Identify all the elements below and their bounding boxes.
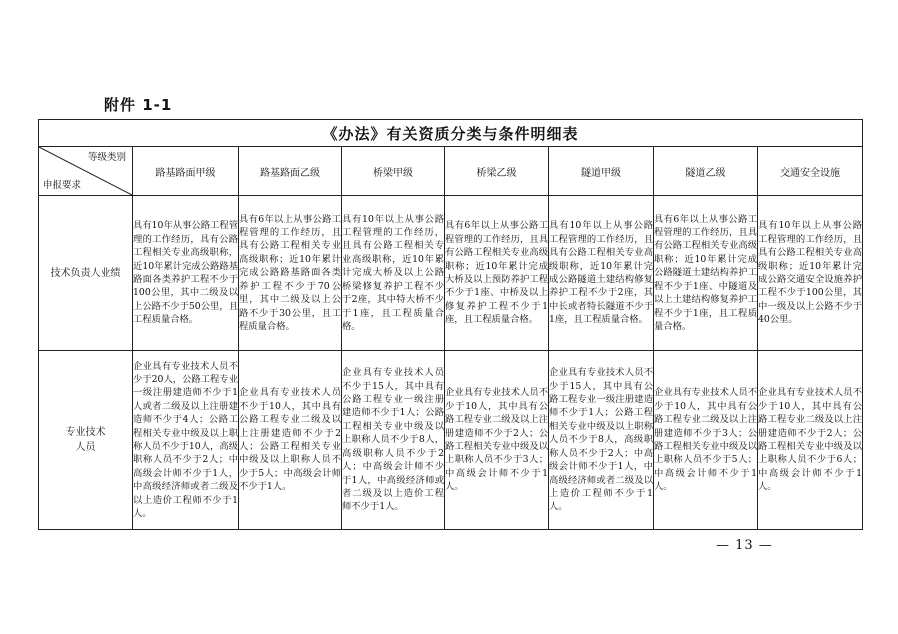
column-header: 路基路面乙级 [239, 147, 342, 196]
table-cell: 具有6年以上从事公路工程管理的工作经历，且具有公路工程相关专业高级职称；近10年累计完成公路隧道土建结构养护工程不少于1座、中隧道及以上土建结构修复养护工程不少于1座，且工程质量合格。 [654, 196, 758, 351]
corner-bottom-left: 申报要求 [43, 180, 82, 191]
attachment-label: 附件 1-1 [104, 96, 173, 114]
table-row [39, 196, 863, 351]
row-header: 专业技术人员 [39, 351, 133, 530]
qualification-table [38, 119, 863, 530]
column-header: 路基路面甲级 [133, 147, 239, 196]
table-cell: 具有10年以上从事公路工程管理的工作经历，且具有公路工程相关专业高级职称，近10年累计完成大桥及以上公路桥梁修复养护工程不少于2座，其中特大桥不少于1座，且工程质量合格。 [342, 196, 445, 351]
page-number: — 13 — [716, 538, 773, 553]
table-cell: 企业具有专业技术人员不少于10人，其中具有公路工程专业二级及以上注册建造师不少于2人；公路工程相关专业中级及以上职称人员不少于6人；中高级会计师不少于1人。 [758, 351, 863, 530]
column-header: 桥梁甲级 [342, 147, 445, 196]
table-cell: 具有6年以上从事公路工程管理的工作经历，且具有公路工程相关专业高级职称；近10年累计完成公路路基路面各类养护工程不少于70公里，其中二级及以上公路不少于30公里，且工程质量合格。 [239, 196, 342, 351]
table-cell: 企业具有专业技术人员不少于10人，其中具有公路工程专业二级及以上注册建造师不少于3人；公路工程相关专业中级及以上职称人员不少于5人；中高级会计师不少于1人。 [654, 351, 758, 530]
table-cell: 企业具有专业技术人员不少于15人，其中具有公路工程专业一级注册建造师不少于1人；公路工程相关专业中级及以上职称人员不少于8人，高级职称人员不少于2人；中高级会计师不少于1人，中高级经济师或者二级及以上造价工程师不少于1人。 [549, 351, 654, 530]
table-row [39, 351, 863, 530]
table-cell: 企业具有专业技术人员不少于10人，其中具有公路工程专业二级及以上注册建造师不少于2人；公路工程相关专业中级及以上职称人员不少于3人；中高级会计师不少于1人。 [445, 351, 549, 530]
table-cell: 企业具有专业技术人员不少于20人，公路工程专业一级注册建造师不少于1人或者二级及以上注册建造师不少于4人；公路工程相关专业中级及以上职称人员不少于10人，高级职称人员不少于2人；中高级会计师不少于1人，中高级经济师或者二级及以上造价工程师不少于1人。 [133, 351, 239, 530]
table-cell: 具有10年以上从事公路工程管理的工作经历，且具有公路工程相关专业高级职称，近10年累计完成公路隧道土建结构修复养护工程不少于2座，其中长或者特长隧道不少于1座，且工程质量合格。 [549, 196, 654, 351]
column-header: 交通安全设施 [758, 147, 863, 196]
column-header-row [39, 147, 863, 196]
row-header: 技术负责人业绩 [39, 196, 133, 351]
table-title: 《办法》有关资质分类与条件明细表 [39, 120, 863, 147]
table-title-row [39, 120, 863, 147]
table-cell: 企业具有专业技术人员不少于10人，其中具有公路工程专业二级及以上注册建造师不少于2人；公路工程相关专业中级及以上职称人员不少于5人；中高级会计师不少于1人。 [239, 351, 342, 530]
corner-cell [39, 147, 133, 196]
table-cell: 企业具有专业技术人员不少于15人，其中具有公路工程专业一级注册建造师不少于1人；公路工程相关专业中级及以上职称人员不少于8人，高级职称人员不少于2人；中高级会计师不少于1人，中高级经济师或者二级及以上造价工程师不少于1人。 [342, 351, 445, 530]
corner-top-right: 等级类别 [87, 152, 126, 163]
table-cell: 具有10年从事公路工程管理的工作经历，具有公路工程相关专业高级职称，近10年累计完成公路路基路面各类养护工程不少于100公里，其中二级及以上公路不少于50公里，且工程质量合格。 [133, 196, 239, 351]
column-header: 桥梁乙级 [445, 147, 549, 196]
table-cell: 具有6年以上从事公路工程管理的工作经历，且具有公路工程相关专业高级职称；近10年累计完成大桥及以上预防养护工程不少于1座、中桥及以上修复养护工程不少于1座，且工程质量合格。 [445, 196, 549, 351]
column-header: 隧道甲级 [549, 147, 654, 196]
table-cell: 具有10年以上从事公路工程管理的工作经历，且具有公路工程相关专业高级职称；近10年累计完成公路交通安全设施养护工程不少于100公里，其中一级及以上公路不少于40公里。 [758, 196, 863, 351]
column-header: 隧道乙级 [654, 147, 758, 196]
